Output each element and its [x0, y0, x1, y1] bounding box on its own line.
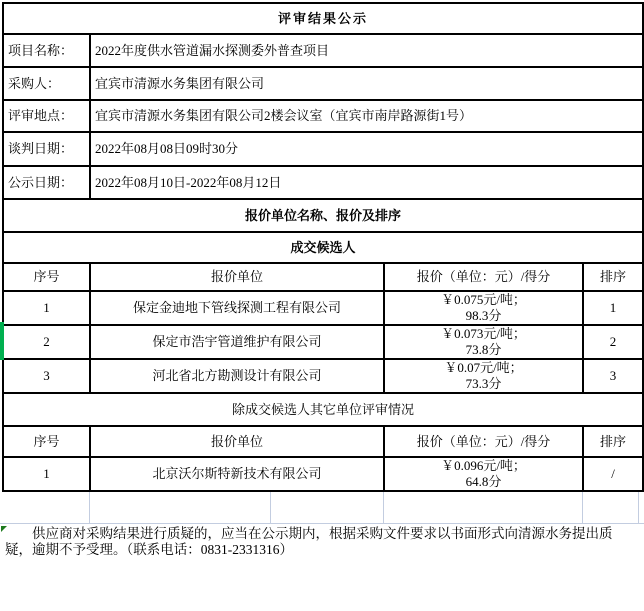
section-row-candidates: [3, 232, 643, 263]
info-label-location: 评审地点：: [3, 100, 90, 132]
candidate-2-company: 保定市浩宇管道维护有限公司: [90, 325, 384, 359]
info-row-purchaser: [3, 67, 643, 100]
others-header-row: [3, 426, 643, 457]
column-header-rank: 排序: [583, 426, 643, 457]
candidate-row-3: [3, 359, 643, 393]
title-row: [3, 3, 643, 34]
gridline: [270, 492, 271, 523]
candidate-3-price: [384, 359, 583, 393]
other-row-1: [3, 457, 643, 491]
candidate-1-price-line: ￥0.075元/吨；: [441, 292, 526, 307]
info-value-project: 2022年度供水管道漏水探测委外普查项目: [90, 34, 643, 67]
section-title-candidates: 成交候选人: [3, 232, 643, 263]
column-header-price: 报价（单位：元）/得分: [384, 263, 583, 291]
info-label-purchaser: 采购人：: [3, 67, 90, 100]
candidate-row-2: [3, 325, 643, 359]
candidate-3-no: 3: [3, 359, 90, 393]
empty-spreadsheet-row: [0, 492, 644, 524]
column-header-no: 序号: [3, 426, 90, 457]
candidate-3-score-line: 73.3分: [465, 376, 502, 391]
section-row-others: [3, 393, 643, 426]
info-value-location: 宜宾市清源水务集团有限公司2楼会议室（宜宾市南岸路源街1号）: [90, 100, 643, 132]
info-row-location: [3, 100, 643, 132]
candidate-row-1: [3, 291, 643, 325]
column-header-company: 报价单位: [90, 263, 384, 291]
info-row-negotiation-date: [3, 132, 643, 166]
column-header-company: 报价单位: [90, 426, 384, 457]
info-row-publicity-date: [3, 166, 643, 199]
candidate-2-price: [384, 325, 583, 359]
info-label-project: 项目名称：: [3, 34, 90, 67]
section-title-others: 除成交候选人其它单位评审情况: [3, 393, 643, 426]
candidate-2-no: 2: [3, 325, 90, 359]
other-1-rank: /: [583, 457, 643, 491]
note-cell: [0, 524, 644, 562]
gridline: [638, 492, 639, 523]
candidate-3-rank: 3: [583, 359, 643, 393]
section-title-quotation: 报价单位名称、报价及排序: [3, 199, 643, 232]
note-text: 供应商对采购结果进行质疑的，应当在公示期内，根据采购文件要求以书面形式向清源水务提出质疑，逾期不予受理。（联系电话：0831-2331316）: [5, 526, 613, 557]
column-header-no: 序号: [3, 263, 90, 291]
candidate-1-price: [384, 291, 583, 325]
other-1-no: 1: [3, 457, 90, 491]
candidate-2-rank: 2: [583, 325, 643, 359]
column-header-price: 报价（单位：元）/得分: [384, 426, 583, 457]
gridline: [582, 492, 583, 523]
gridline: [383, 492, 384, 523]
candidate-3-price-line: ￥0.07元/吨；: [444, 360, 523, 375]
info-row-project: [3, 34, 643, 67]
info-value-negotiation-date: 2022年08月08日09时30分: [90, 132, 643, 166]
candidate-3-company: 河北省北方勘测设计有限公司: [90, 359, 384, 393]
candidate-2-score-line: 73.8分: [465, 342, 502, 357]
page-title: 评审结果公示: [3, 3, 643, 34]
other-1-price-line: ￥0.096元/吨；: [441, 458, 526, 473]
column-header-rank: 排序: [583, 263, 643, 291]
section-row-quotation: [3, 199, 643, 232]
comment-indicator-icon: [1, 526, 7, 532]
info-label-publicity-date: 公示日期：: [3, 166, 90, 199]
info-value-publicity-date: 2022年08月10日-2022年08月12日: [90, 166, 643, 199]
other-1-price: [384, 457, 583, 491]
candidate-2-price-line: ￥0.073元/吨；: [441, 326, 526, 341]
candidate-1-no: 1: [3, 291, 90, 325]
selection-highlight-strip: [0, 322, 4, 360]
candidate-1-score-line: 98.3分: [465, 308, 502, 323]
info-value-purchaser: 宜宾市清源水务集团有限公司: [90, 67, 643, 100]
candidate-1-rank: 1: [583, 291, 643, 325]
gridline: [89, 492, 90, 523]
candidates-header-row: [3, 263, 643, 291]
other-1-score-line: 64.8分: [465, 474, 502, 489]
candidate-1-company: 保定金迪地下管线探测工程有限公司: [90, 291, 384, 325]
info-label-negotiation-date: 谈判日期：: [3, 132, 90, 166]
announcement-table: [2, 2, 644, 492]
other-1-company: 北京沃尔斯特新技术有限公司: [90, 457, 384, 491]
